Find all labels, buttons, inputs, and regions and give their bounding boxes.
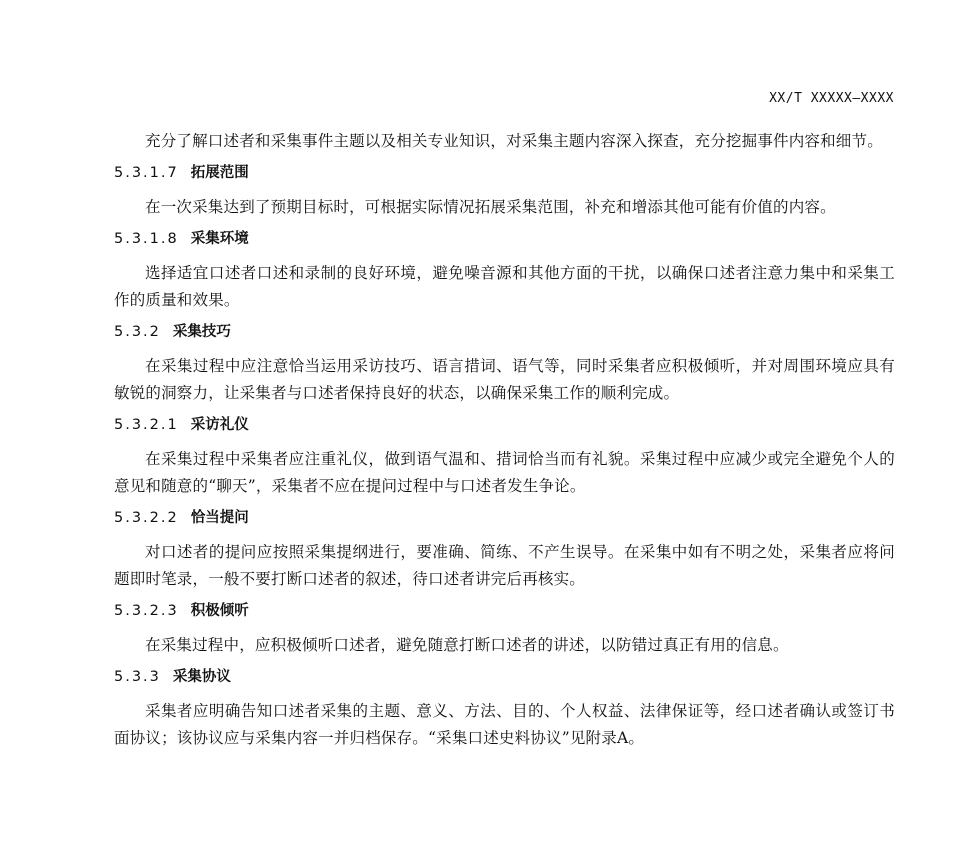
paragraph: 充分了解口述者和采集事件主题以及相关专业知识，对采集主题内容深入探查，充分挖掘事件内容和细节。 [145,132,883,150]
paragraph: 选择适宜口述者口述和录制的良好环境，避免噪音源和其他方面的干扰，以确保口述者注意力集中和采集工作的质量和效果。 [114,264,895,309]
section-title: 采集环境 [190,231,249,247]
section-title: 采集协议 [172,669,231,685]
section-number: 5.3.1.8 [114,231,179,247]
section-heading-5-3-1-7 [114,162,895,184]
section-title: 积极倾听 [190,603,249,619]
section-heading-5-3-3 [114,666,895,688]
paragraph: 采集者应明确告知口述者采集的主题、意义、方法、目的、个人权益、法律保证等，经口述者确认或签订书面协议；该协议应与采集内容一并归档保存。“采集口述史料协议”见附录A。 [114,702,895,747]
paragraph: 在一次采集达到了预期目标时，可根据实际情况拓展采集范围，补充和增添其他可能有价值的内容。 [145,198,836,216]
paragraph: 在采集过程中应注意恰当运用采访技巧、语言措词、语气等，同时采集者应积极倾听，并对周围环境应具有敏锐的洞察力，让采集者与口述者保持良好的状态，以确保采集工作的顺利完成。 [114,357,895,402]
paragraph: 对口述者的提问应按照采集提纲进行，要准确、简练、不产生误导。在采集中如有不明之处，采集者应将问题即时笔录，一般不要打断口述者的叙述，待口述者讲完后再核实。 [114,543,895,588]
section-heading-5-3-2 [114,321,895,343]
section-title: 拓展范围 [190,165,249,181]
section-title: 采访礼仪 [190,417,249,433]
section-heading-5-3-2-1 [114,414,895,436]
paragraph: 在采集过程中，应积极倾听口述者，避免随意打断口述者的讲述，以防错过真正有用的信息。 [145,636,789,654]
paragraph: 在采集过程中采集者应注重礼仪，做到语气温和、措词恰当而有礼貌。采集过程中应减少或完全避免个人的意见和随意的“聊天”，采集者不应在提问过程中与口述者发生争论。 [114,450,895,495]
section-number: 5.3.1.7 [114,165,179,181]
section-heading-5-3-2-2 [114,507,895,529]
document-body [114,128,895,759]
section-number: 5.3.2.2 [114,510,179,526]
section-heading-5-3-1-8 [114,228,895,250]
section-number: 5.3.3 [114,669,161,685]
section-heading-5-3-2-3 [114,600,895,622]
section-title: 恰当提问 [190,510,249,526]
section-title: 采集技巧 [172,324,231,340]
section-number: 5.3.2 [114,324,161,340]
document-code: XX/T XXXXX—XXXX [769,91,894,106]
section-number: 5.3.2.1 [114,417,179,433]
section-number: 5.3.2.3 [114,603,179,619]
